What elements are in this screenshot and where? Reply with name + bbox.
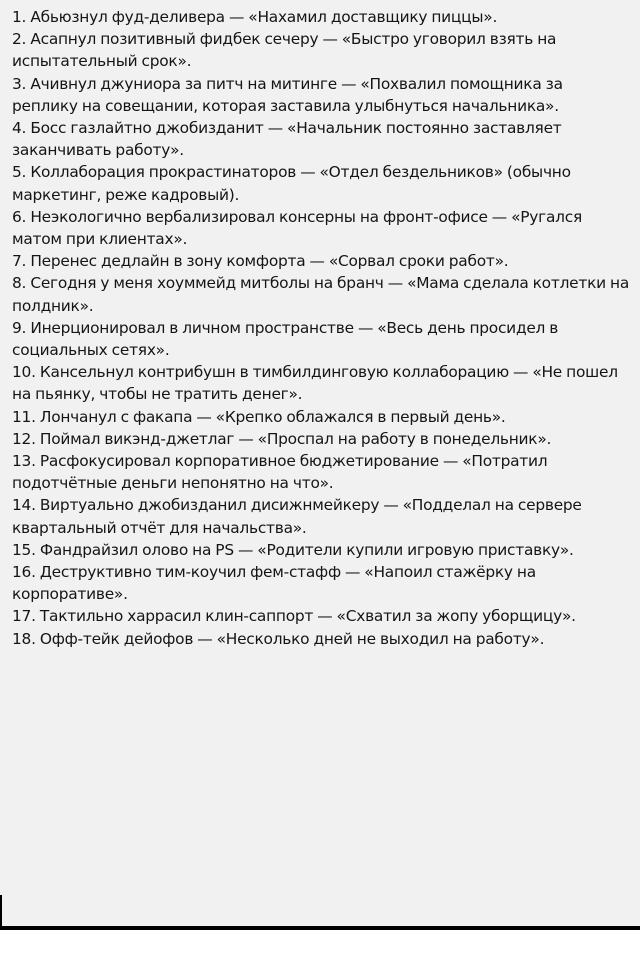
- list-item-6: 6. Неэкологично вербализировал консерны на фронт-офисе — «Ругался матом при клиентах».: [12, 207, 582, 249]
- list-item-2: 2. Асапнул позитивный фидбек сечеру — «Быстро уговорил взять на испытательный срок».: [12, 30, 557, 71]
- list-item-13: 13. Расфокусировал корпоративное бюджетирование — «Потратил подотчётные деньги непонятно на что».: [12, 452, 548, 493]
- list-item-9: 9. Инерционировал в личном пространстве — «Весь день просидел в социальных сетях».: [12, 318, 559, 360]
- list-item-11: 11. Лончанул с факапа — «Крепко облажался в первый день».: [12, 407, 506, 426]
- list-item-15: 15. Фандрайзил олово на PS — «Родители купили игровую приставку».: [12, 540, 574, 559]
- list-item-1: 1. Абьюзнул фуд-деливера — «Нахамил доставщику пиццы».: [12, 8, 498, 26]
- list-item-7: 7. Перенес дедлайн в зону комфорта — «Сорвал сроки работ».: [12, 252, 509, 271]
- list-item-12: 12. Поймал викэнд-джетлаг — «Проспал на работу в понедельник».: [12, 429, 552, 448]
- list-item-10: 10. Кансельнул контрибушн в тимбилдинговую коллаборацию — «Не пошел на пьянку, чтобы не тратить денег».: [12, 363, 618, 404]
- list-item-18: 18. Офф-тейк дейофов — «Несколько дней не выходил на работу».: [12, 629, 545, 648]
- list-item-16: 16. Деструктивно тим-коучил фем-стафф — «Напоил стажёрку на корпоративе».: [12, 563, 536, 604]
- list-item-17: 17. Тактильно харрасил клин-саппорт — «Схватил за жопу уборщицу».: [12, 607, 576, 626]
- list-item-14: 14. Виртуально джобизданил дисижнмейкеру — «Подделал на сервере квартальный отчёт для начальства».: [12, 496, 582, 537]
- list-item-3: 3. Ачивнул джуниора за питч на митинге — «Похвалил помощника за реплику на совещании, которая заставила улыбнуться начальника».: [12, 74, 563, 115]
- bottom-divider: [0, 926, 640, 930]
- list-item-8: 8. Сегодня у меня хоуммейд митболы на бранч — «Мама сделала котлетки на полдник».: [12, 274, 630, 315]
- list-item-5: 5. Коллаборация прокрастинаторов — «Отдел бездельников» (обычно маркетинг, реже кадровый).: [12, 163, 571, 204]
- left-edge-mark: [0, 895, 2, 926]
- list-item-4: 4. Босс газлайтно джобизданит — «Начальник постоянно заставляет заканчивать работу».: [12, 119, 562, 160]
